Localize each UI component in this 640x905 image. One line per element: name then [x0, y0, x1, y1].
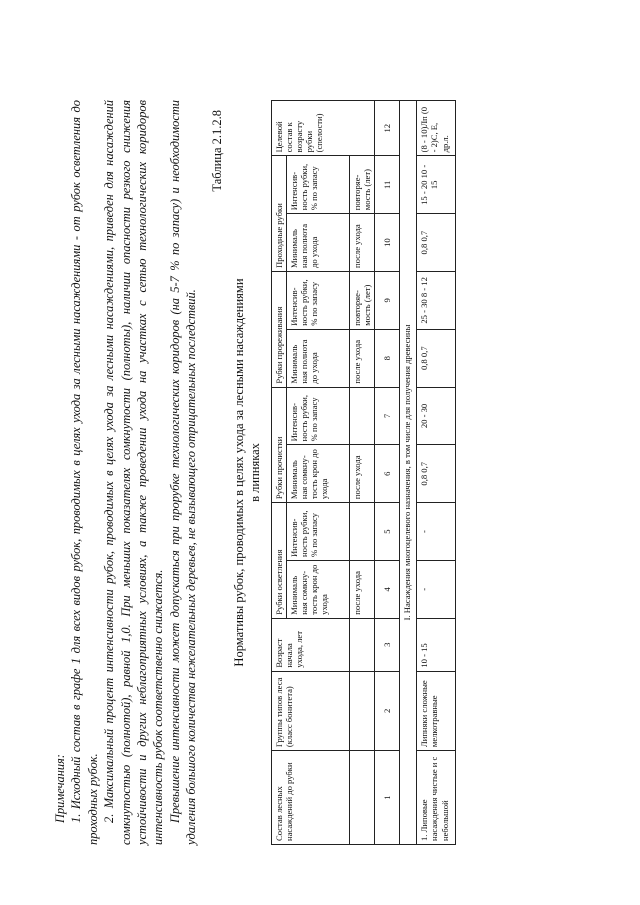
header-min-closure: Минималь ная сомкну- тость крон до ухода [286, 445, 349, 503]
cell-composition: 1. Липовые насаждения чистые и с небольшой [417, 751, 456, 845]
header-after: после ухода [349, 560, 374, 618]
header-repeat: повторяе- мость (лет) [349, 156, 374, 214]
empty-cell [349, 751, 374, 845]
header-age: Возраст начала ухода, лет [271, 618, 349, 671]
column-number: 4 [375, 560, 400, 618]
cell-value: 20 - 30 [417, 387, 456, 445]
header-selective: Рубки прореживания [271, 272, 286, 388]
table-subheader-row [349, 101, 374, 845]
column-number: 7 [375, 387, 400, 445]
header-min-density: Минималь ная полнота до ухода [286, 329, 349, 387]
column-number: 10 [375, 214, 400, 272]
header-min-closure: Минималь ная сомкну- тость крон до ухода [286, 560, 349, 618]
table-title [231, 100, 263, 845]
header-after: после ухода [349, 445, 374, 503]
cell-value: 25 - 30 8 - 12 [417, 272, 456, 330]
cell-value: - [417, 560, 456, 618]
header-thinning: Рубки прочистки [271, 387, 286, 503]
column-number: 6 [375, 445, 400, 503]
column-number: 8 [375, 329, 400, 387]
column-number: 9 [375, 272, 400, 330]
empty-cell [349, 618, 374, 671]
cell-value: - [417, 503, 456, 561]
empty-cell [349, 387, 374, 445]
column-number: 2 [375, 671, 400, 750]
norms-table [271, 100, 457, 845]
header-min-density: Минималь ная полнота до ухода [286, 214, 349, 272]
cell-groups: Липняки сложные мелкотравные [417, 671, 456, 750]
table-row [417, 101, 456, 845]
notes-block [52, 100, 200, 845]
empty-cell [349, 503, 374, 561]
section-title: I. Насаждения многоцелевого назначения, в том числе для получения древесины [400, 101, 417, 845]
cell-target: (8 - 10)Лп (0 - 2)С, Е, др.л. [417, 101, 456, 156]
column-number-row [375, 101, 400, 845]
column-number: 12 [375, 101, 400, 156]
header-intensity: Интенсив- ность рубки, % по запасу [286, 387, 349, 445]
section-row [400, 101, 417, 845]
header-groups: Группы типов леса (класс бонитета) [271, 671, 349, 750]
header-after: после ухода [349, 214, 374, 272]
header-passing: Проходные рубки [271, 156, 286, 272]
column-number: 5 [375, 503, 400, 561]
note-item: 2. Максимальный процент интенсивности рубок, проводимых в целях ухода за лесными насаждениями, приведен для насаждений сомкнутостью (полнотой), равной 1,0. При меньших показателях сомкнутости (полноты), наличии опасности резкого снижения устойчивости и других неблагоприятных условиях, а также проведении ухода на участках с сетью технологических коридоров интенсивность рубок соответственно снижается. [102, 100, 166, 845]
note-item: 1. Исходный состав в графе 1 для всех видов рубок, проводимых в целях ухода за лесными насаждениями - от рубок осветления до проходных рубок. [69, 100, 100, 845]
empty-cell [349, 671, 374, 750]
header-cleaning: Рубки осветления [271, 503, 286, 619]
cell-value: 0,8 0,7 [417, 445, 456, 503]
cell-age: 10 - 15 [417, 618, 456, 671]
table-title-line: Нормативы рубок, проводимых в целях ухода за лесными насаждениями [231, 278, 246, 667]
header-repeat: повторяе- мость (лет) [349, 272, 374, 330]
table-title-line: в липняках [247, 443, 262, 502]
note-item: Превышение интенсивности может допускаться при прорубке технологических коридоров (на 5-7 % по запасу) и необходимости удаления большого количества нежелательных деревьев, не вызывающего отрицательных последствий. [167, 100, 199, 845]
header-target: Целевой состав к возрасту рубки (спелости) [271, 101, 375, 156]
header-after: после ухода [349, 329, 374, 387]
header-intensity: Интенсив- ность рубки, % по запасу [286, 503, 349, 561]
notes-title: Примечания: [53, 754, 67, 823]
table-label: Таблица 2.1.2.8 [209, 110, 224, 192]
cell-value: 0,8 0,7 [417, 214, 456, 272]
header-intensity: Интенсив- ность рубки, % по запасу [286, 156, 349, 214]
cell-value: 0,8 0,7 [417, 329, 456, 387]
column-number: 1 [375, 751, 400, 845]
table-header-row [271, 101, 286, 845]
column-number: 3 [375, 618, 400, 671]
cell-value: 15 - 20 10 - 15 [417, 156, 456, 214]
header-composition: Состав лесных насаждений до рубки [271, 751, 349, 845]
column-number: 11 [375, 156, 400, 214]
header-intensity: Интенсив- ность рубки, % по запасу [286, 272, 349, 330]
